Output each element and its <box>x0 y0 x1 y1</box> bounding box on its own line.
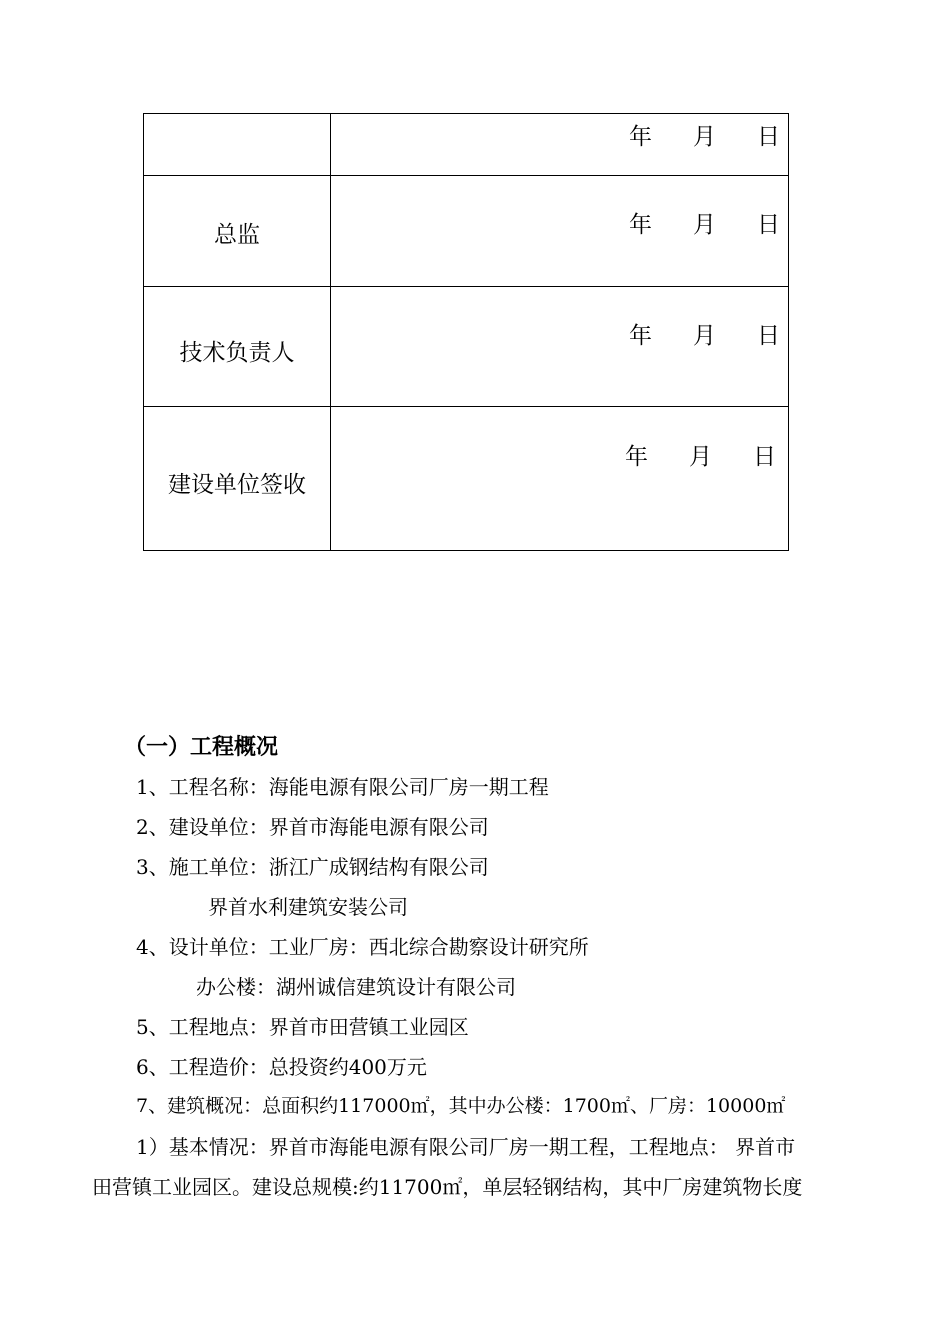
month-label: 月 <box>693 323 716 349</box>
overview-line: 界首水利建筑安装公司 <box>208 895 408 919</box>
signature-row <box>144 407 789 551</box>
date-line <box>629 317 780 350</box>
overview-line: 1、工程名称：海能电源有限公司厂房一期工程 <box>136 775 549 799</box>
signature-row <box>144 114 789 176</box>
month-label: 月 <box>689 444 712 470</box>
overview-line: 4、设计单位：工业厂房：西北综合勘察设计研究所 <box>136 935 589 959</box>
signature-label-cell <box>144 407 331 551</box>
day-label: 日 <box>753 444 776 470</box>
signature-label: 总监 <box>214 222 260 248</box>
overview-line: 3、施工单位：浙江广成钢结构有限公司 <box>136 855 489 879</box>
overview-line: 田营镇工业园区。建设总规模:约11700㎡，单层轻钢结构，其中厂房建筑物长度 <box>92 1175 803 1199</box>
signature-row <box>144 287 789 407</box>
month-label: 月 <box>693 124 716 150</box>
overview-line: 2、建设单位：界首市海能电源有限公司 <box>136 815 489 839</box>
overview-line: 5、工程地点：界首市田营镇工业园区 <box>136 1015 469 1039</box>
day-label: 日 <box>757 323 780 349</box>
day-label: 日 <box>757 124 780 150</box>
signature-date-cell <box>331 407 789 551</box>
signature-label: 建设单位签收 <box>168 472 306 498</box>
year-label: 年 <box>629 323 652 349</box>
year-label: 年 <box>629 212 652 238</box>
date-line <box>629 206 780 239</box>
month-label: 月 <box>693 212 716 238</box>
section-title: （一）工程概况 <box>124 734 279 760</box>
year-label: 年 <box>625 444 648 470</box>
year-label: 年 <box>629 124 652 150</box>
date-line <box>629 118 780 151</box>
signature-label-cell <box>144 114 331 176</box>
signature-label: 技术负责人 <box>179 340 295 366</box>
overview-line: 办公楼：湖州诚信建筑设计有限公司 <box>196 975 516 999</box>
day-label: 日 <box>757 212 780 238</box>
signature-row <box>144 176 789 287</box>
overview-line: 6、工程造价：总投资约400万元 <box>136 1055 427 1079</box>
signature-table <box>143 113 789 551</box>
signature-label-cell <box>144 287 331 407</box>
signature-date-cell <box>331 176 789 287</box>
overview-line: 7、建筑概况：总面积约117000㎡，其中办公楼：1700㎡、厂房：10000㎡ <box>136 1095 786 1117</box>
signature-label-cell <box>144 176 331 287</box>
date-line <box>625 438 776 471</box>
overview-line: 1）基本情况：界首市海能电源有限公司厂房一期工程，工程地点： 界首市 <box>136 1135 796 1159</box>
signature-date-cell <box>331 287 789 407</box>
signature-date-cell <box>331 114 789 176</box>
